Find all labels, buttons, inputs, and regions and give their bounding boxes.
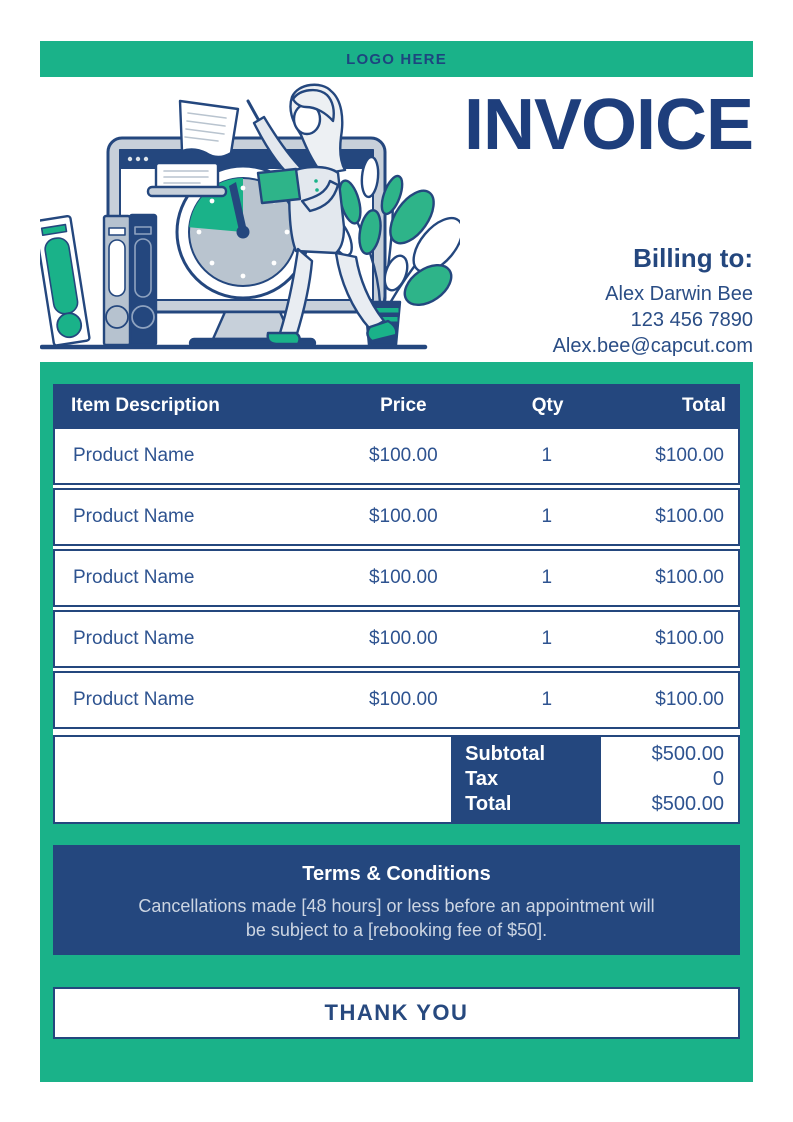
cell-qty: 1 <box>541 445 553 466</box>
invoice-body-panel <box>40 362 753 1082</box>
summary-spacer <box>55 737 451 822</box>
thank-you-text: THANK YOU <box>324 1000 469 1025</box>
logo-bar <box>40 41 753 77</box>
table-header-row <box>53 384 740 427</box>
terms-line: be subject to a [rebooking fee of $50]. <box>245 920 548 940</box>
billing-phone: 123 456 7890 <box>630 309 753 331</box>
billing-to-label: Billing to: <box>633 243 753 273</box>
billing-block <box>553 243 753 359</box>
table-row <box>53 427 740 485</box>
hero-section <box>40 77 753 362</box>
cell-total: $100.00 <box>655 689 724 710</box>
cell-desc: Product Name <box>73 567 195 588</box>
summary-values <box>601 737 738 822</box>
terms-body <box>53 894 740 942</box>
logo-placeholder-text: LOGO HERE <box>346 50 447 68</box>
table-row <box>53 488 740 546</box>
billing-email: Alex.bee@capcut.com <box>552 335 753 357</box>
cell-desc: Product Name <box>73 445 195 466</box>
cell-price: $100.00 <box>368 506 438 527</box>
receipt-icon <box>180 101 238 157</box>
cell-total: $100.00 <box>655 506 724 527</box>
summary-value: $500.00 <box>651 793 724 815</box>
summary-label: Subtotal <box>465 743 546 765</box>
summary-value: 0 <box>712 768 724 790</box>
cell-desc: Product Name <box>73 628 195 649</box>
column-header-item-description: Item Description <box>71 394 220 416</box>
terms-title: Terms & Conditions <box>302 863 491 885</box>
thank-you-box <box>53 987 740 1039</box>
table-row <box>53 671 740 729</box>
table-row <box>53 610 740 668</box>
plant-icon <box>323 156 460 345</box>
cell-desc: Product Name <box>73 689 195 710</box>
summary-labels <box>451 737 601 822</box>
printer-icon <box>148 163 226 196</box>
summary-label: Tax <box>465 768 499 790</box>
summary-value: $500.00 <box>651 743 724 765</box>
cell-total: $100.00 <box>655 567 724 588</box>
cell-price: $100.00 <box>368 628 438 649</box>
billing-name: Alex Darwin Bee <box>605 283 753 305</box>
cell-total: $100.00 <box>655 445 724 466</box>
cell-total: $100.00 <box>655 628 724 649</box>
table-body <box>53 427 740 729</box>
binders-icon <box>40 215 156 346</box>
cell-qty: 1 <box>541 628 553 649</box>
column-header-price: Price <box>380 394 427 416</box>
office-illustration <box>40 77 460 362</box>
table-row <box>53 549 740 607</box>
cell-desc: Product Name <box>73 506 195 527</box>
terms-line: Cancellations made [48 hours] or less before an appointment will <box>138 896 655 916</box>
cell-price: $100.00 <box>368 567 438 588</box>
summary-section <box>53 735 740 824</box>
cell-qty: 1 <box>541 689 553 710</box>
column-header-total: Total <box>681 394 726 416</box>
summary-label: Total <box>465 793 512 815</box>
terms-box <box>53 845 740 955</box>
column-header-qty: Qty <box>531 394 564 416</box>
cell-qty: 1 <box>541 567 553 588</box>
cell-price: $100.00 <box>368 445 438 466</box>
cell-qty: 1 <box>541 506 553 527</box>
cell-price: $100.00 <box>368 689 438 710</box>
items-table <box>53 384 740 824</box>
page-title: INVOICE <box>463 85 753 165</box>
